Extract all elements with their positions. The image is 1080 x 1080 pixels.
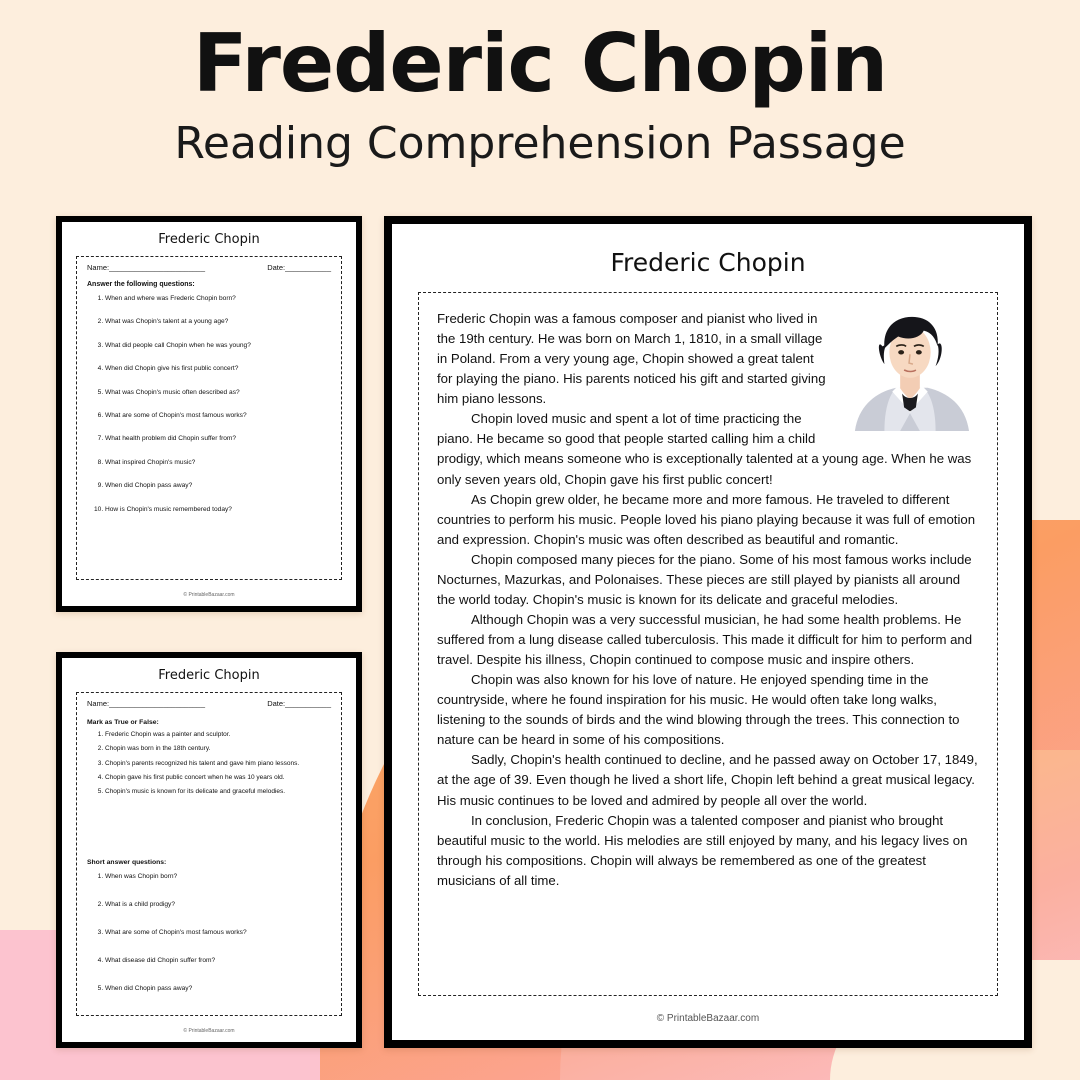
name-field-label[interactable]: Name:_______________________: [87, 699, 206, 708]
passage-page-inner: [392, 224, 1024, 1040]
passage-paragraph: Chopin loved music and spent a lot of time practicing the piano. He became so good that people started calling him a child prodigy, which means someone who is exceptionally talented at a young age. When he was only seven years old, Chopin gave his first public concert!: [437, 411, 972, 487]
list-item: 9. When did Chopin pass away?: [105, 482, 331, 490]
list-item: 5. What was Chopin's music often described as?: [105, 389, 331, 397]
passage-title: Frederic Chopin: [610, 248, 806, 277]
passage-paragraph: As Chopin grew older, he became more and more famous. He traveled to different countries to perform his music. People loved his piano playing because it was full of emotion and expression. Chopin's music was often described as beautiful and romantic.: [437, 491, 976, 547]
passage-content-box: [418, 292, 998, 996]
passage-paragraph: In conclusion, Frederic Chopin was a talented composer and pianist who brought beautiful music to the world. His melodies are still enjoyed by many, and his legacy lives on through his compositions. Chopin will always be remembered as one of the greatest musicians of all time.: [437, 812, 968, 888]
worksheet-questions-thumbnail[interactable]: [56, 216, 362, 612]
list-item: 3. What are some of Chopin's most famous works?: [105, 929, 331, 937]
worksheet-questions-instruction: Answer the following questions:: [87, 281, 195, 288]
passage-page[interactable]: [384, 216, 1032, 1048]
passage-paragraph: Sadly, Chopin's health continued to decline, and he passed away on October 17, 1849, at the age of 39. Even though he lived a short life, Chopin left behind a great musical legacy. His music continues to be loved and admired by people all over the world.: [437, 752, 978, 808]
short-answer-instruction: Short answer questions:: [87, 859, 167, 866]
short-answer-list: [87, 873, 331, 1013]
passage-credit: © PrintableBazaar.com: [656, 1013, 760, 1024]
name-field-label[interactable]: Name:_______________________: [87, 263, 206, 272]
list-item: 2. What was Chopin's talent at a young age?: [105, 318, 331, 326]
passage-paragraph: Chopin composed many pieces for the piano. Some of his most famous works include Nocturnes, Mazurkas, and Polonaises. These pieces are still played by pianists all around the world today. Chopin's music is known for its delicate and graceful melodies.: [437, 551, 972, 607]
name-date-row: [87, 263, 331, 272]
list-item: 4. Chopin gave his first public concert when he was 10 years old.: [105, 774, 331, 782]
truefalse-instruction: Mark as True or False:: [87, 719, 159, 726]
list-item: 1. Frederic Chopin was a painter and sculptor.: [105, 731, 331, 739]
list-item: 5. Chopin's music is known for its delicate and graceful melodies.: [105, 788, 331, 796]
worksheet-truefalse-credit: © PrintableBazaar.com: [183, 1028, 235, 1034]
page-title: Frederic Chopin: [192, 17, 888, 110]
truefalse-list: [87, 731, 331, 802]
list-item: 7. What health problem did Chopin suffer from?: [105, 435, 331, 443]
worksheet-truefalse-page: [62, 658, 356, 1042]
worksheet-questions-title: Frederic Chopin: [158, 232, 260, 247]
worksheet-questions-content-box: [76, 256, 342, 580]
worksheet-truefalse-thumbnail[interactable]: [56, 652, 362, 1048]
worksheet-questions-page: [62, 222, 356, 606]
list-item: 10. How is Chopin's music remembered today?: [105, 506, 331, 514]
chopin-portrait-icon: [841, 309, 979, 431]
list-item: 6. What are some of Chopin's most famous works?: [105, 412, 331, 420]
name-date-row: [87, 699, 331, 708]
worksheet-truefalse-title: Frederic Chopin: [158, 668, 260, 683]
date-field-label[interactable]: Date:___________: [267, 699, 331, 708]
worksheet-questions-list: [87, 295, 331, 529]
worksheet-truefalse-content-box: [76, 692, 342, 1016]
page-header: [0, 0, 1080, 168]
list-item: 3. Chopin's parents recognized his talent and gave him piano lessons.: [105, 760, 331, 768]
list-item: 4. When did Chopin give his first public concert?: [105, 365, 331, 373]
passage-paragraph: Chopin was also known for his love of nature. He enjoyed spending time in the countryside, where he found inspiration for his music. He would often take long walks, listening to the sounds of birds and the wind blowing through the trees. This connection to nature can be heard in some of his compositions.: [437, 672, 960, 748]
list-item: 1. When and where was Frederic Chopin born?: [105, 295, 331, 303]
passage-paragraph: Although Chopin was a very successful musician, he had some health problems. He suffered from a lung disease called tuberculosis. This made it difficult for him to perform and travel. Despite his illness, Chopin continued to compose music and inspire others.: [437, 611, 973, 668]
list-item: 4. What disease did Chopin suffer from?: [105, 957, 331, 965]
date-field-label[interactable]: Date:___________: [267, 263, 331, 272]
list-item: 5. When did Chopin pass away?: [105, 985, 331, 993]
list-item: 8. What inspired Chopin's music?: [105, 459, 331, 467]
page-subtitle: Reading Comprehension Passage: [174, 118, 906, 169]
list-item: 3. What did people call Chopin when he was young?: [105, 342, 331, 350]
passage-paragraph: Frederic Chopin was a famous composer and pianist who lived in the 19th century. He was born on March 1, 1810, in a small village in Poland. From a very young age, Chopin showed a great talent for playing the piano. His parents noticed his gift and started giving him piano lessons.: [437, 311, 826, 407]
list-item: 2. What is a child prodigy?: [105, 901, 331, 909]
list-item: 1. When was Chopin born?: [105, 873, 331, 881]
list-item: 2. Chopin was born in the 18th century.: [105, 745, 331, 753]
worksheet-questions-credit: © PrintableBazaar.com: [183, 592, 235, 598]
